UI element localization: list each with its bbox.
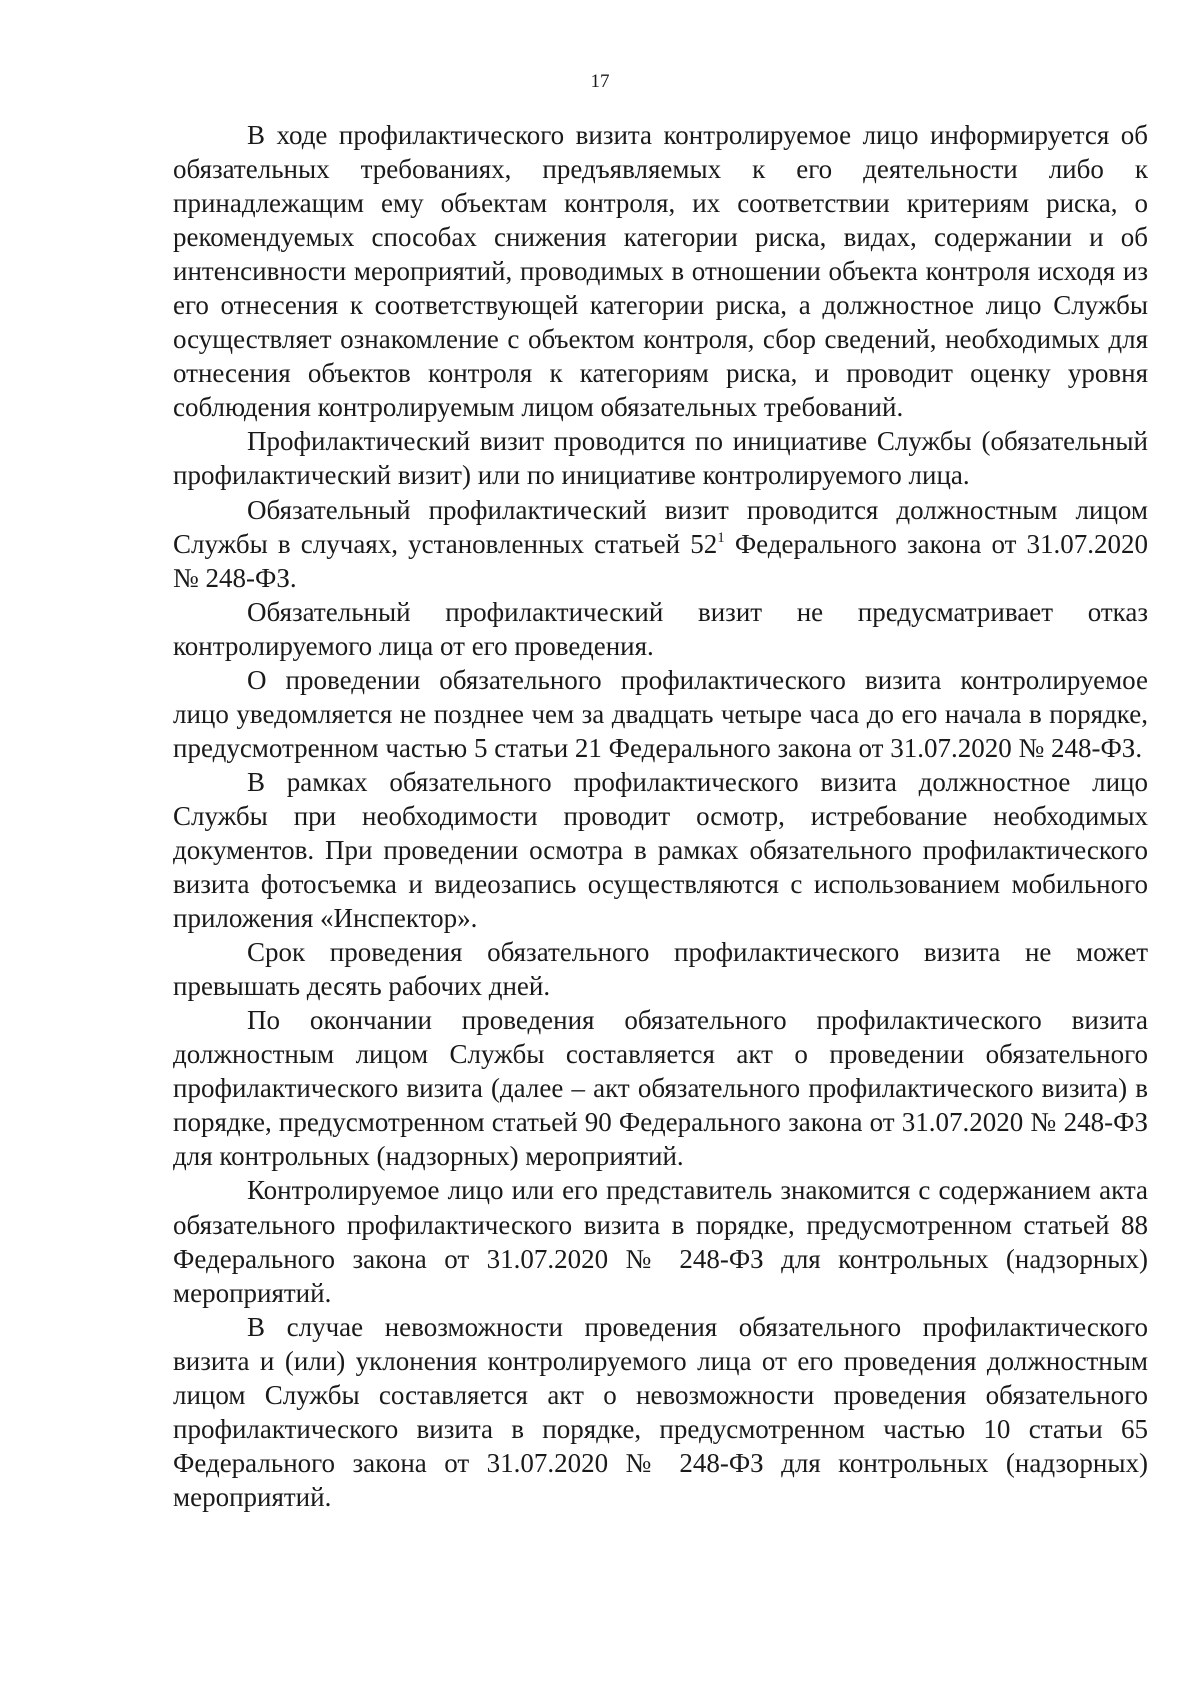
paragraph-inspection: В рамках обязательного профилактического визита должностное лицо Службы при необходимости проводит осмотр, истребование необходимых документов. При проведении осмотра в рамках обязательного профилактического визита фотосъемка и видеозапись осуществляются с использованием мобильного приложения «Инспектор».	[173, 766, 1148, 934]
paragraph-text-after-superscript: Федерального закона от 31.07.2020 № 248-ФЗ.	[173, 528, 1149, 593]
paragraph-act-familiarization: Контролируемое лицо или его представитель знакомится с содержанием акта обязательного профилактического визита в порядке, предусмотренном статьей 88 Федерального закона от 31.07.2020 № 248-ФЗ для контрольных (надзорных) мероприятий.	[173, 1175, 1148, 1308]
paragraph-no-refusal: Обязательный профилактический визит не предусматривает отказ контролируемого лица от его проведения.	[173, 596, 1148, 661]
paragraph-duration: Срок проведения обязательного профилактического визита не может превышать десять рабочих дней.	[173, 937, 1148, 1002]
paragraph-visit-initiative: Профилактический визит проводится по инициативе Службы (обязательный профилактический визит) или по инициативе контролируемого лица.	[173, 426, 1148, 491]
paragraph-visit-act: По окончании проведения обязательного профилактического визита должностным лицом Службы составляется акт о проведении обязательного профилактического визита (далее – акт обязательного профилактического визита) в порядке, предусмотренном статьей 90 Федерального закона от 31.07.2020 № 248-ФЗ для контрольных (надзорных) мероприятий.	[173, 1005, 1148, 1172]
article-superscript: 1	[717, 529, 725, 546]
paragraph-visit-information: В ходе профилактического визита контролируемое лицо информируется об обязательных требованиях, предъявляемых к его деятельности либо к принадлежащим ему объектам контроля, их соответствии критериям риска, о рекомендуемых способах снижения категории риска, видах, содержании и об интенсивности мероприятий, проводимых в отношении объекта контроля исходя из его отнесения к соответствующей категории риска, а должностное лицо Службы осуществляет ознакомление с объектом контроля, сбор сведений, необходимых для отнесения объектов контроля к категориям риска, и проводит оценку уровня соблюдения контролируемым лицом обязательных требований.	[173, 120, 1148, 423]
document-body	[173, 118, 1148, 1514]
paragraph-text-before-superscript: Обязательный профилактический визит проводится должностным лицом Службы в случаях, установленных статьей 52	[173, 494, 1148, 559]
paragraph-notification: О проведении обязательного профилактического визита контролируемое лицо уведомляется не позднее чем за двадцать четыре часа до его начала в порядке, предусмотренном частью 5 статьи 21 Федерального закона от 31.07.2020 № 248-ФЗ.	[173, 664, 1148, 763]
paragraph-mandatory-visit-cases	[173, 493, 1148, 595]
page-number: 17	[590, 71, 610, 92]
paragraph-impossibility-act: В случае невозможности проведения обязательного профилактического визита и (или) уклонения контролируемого лица от его проведения должностным лицом Службы составляется акт о невозможности проведения обязательного профилактического визита в порядке, предусмотренном частью 10 статьи 65 Федерального закона от 31.07.2020 № 248-ФЗ для контрольных (надзорных) мероприятий.	[173, 1311, 1148, 1512]
